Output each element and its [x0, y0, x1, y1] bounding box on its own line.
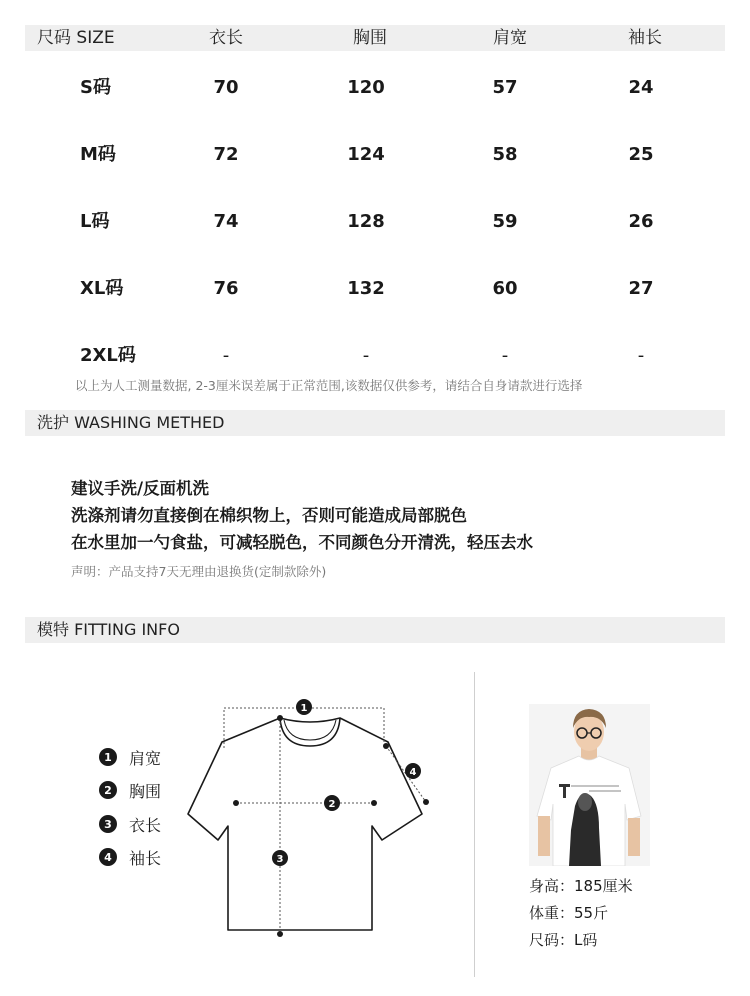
- tshirt-diagram: [180, 690, 440, 945]
- size-table-title: 尺码 SIZE: [37, 28, 115, 48]
- legend-item-sleeve: [99, 846, 161, 868]
- column-header-sleeve: 袖长: [628, 28, 662, 48]
- marker-4: [405, 763, 421, 779]
- number-badge: 1: [99, 748, 117, 766]
- section-divider: [474, 672, 475, 977]
- size-column-headers: [0, 25, 750, 51]
- model-photo: [529, 704, 650, 866]
- legend-label: 袖长: [129, 848, 162, 868]
- sleeve-value: 24: [628, 77, 654, 98]
- legend-item-chest: [99, 779, 161, 801]
- length-value: 70: [213, 77, 239, 98]
- sleeve-value: 25: [628, 144, 654, 165]
- model-size: 尺码：L码: [529, 931, 598, 949]
- length-value: 72: [213, 144, 239, 165]
- chest-value: -: [362, 345, 370, 366]
- size-label: M码: [80, 144, 116, 165]
- model-height: 身高：185厘米: [529, 877, 633, 895]
- shoulder-value: 59: [492, 211, 518, 232]
- shoulder-value: 58: [492, 144, 518, 165]
- length-value: -: [222, 345, 230, 366]
- length-value: 76: [213, 278, 239, 299]
- model-weight: 体重：55斤: [529, 904, 609, 922]
- length-value: 74: [213, 211, 239, 232]
- washing-title: 洗护 WASHING METHED: [37, 413, 225, 432]
- chest-value: 128: [347, 211, 385, 232]
- number-badge: 3: [99, 815, 117, 833]
- size-row-s: [0, 73, 750, 103]
- marker-2: [324, 795, 340, 811]
- wash-instruction: 建议手洗/反面机洗: [71, 479, 210, 498]
- column-header-chest: 胸围: [353, 28, 387, 48]
- size-row-m: [0, 140, 750, 170]
- fitting-title: 模特 FITTING INFO: [37, 620, 180, 639]
- sleeve-value: 26: [628, 211, 654, 232]
- wash-instruction: 洗涤剂请勿直接倒在棉织物上，否则可能造成局部脱色: [71, 506, 467, 525]
- svg-text:1: 1: [300, 703, 308, 714]
- size-row-2xl: [0, 341, 750, 371]
- wash-instruction: 在水里加一勺食盐，可减轻脱色，不同颜色分开清洗，轻压去水: [71, 533, 533, 552]
- chest-value: 124: [347, 144, 385, 165]
- washing-header: [25, 410, 725, 436]
- legend-label: 肩宽: [129, 748, 162, 768]
- size-label: L码: [80, 211, 110, 232]
- legend-item-length: [99, 813, 161, 835]
- size-label: S码: [80, 77, 111, 98]
- size-label: XL码: [80, 278, 124, 299]
- shoulder-value: 60: [492, 278, 518, 299]
- legend-label: 衣长: [129, 815, 162, 835]
- number-badge: 4: [99, 848, 117, 866]
- column-header-length: 衣长: [209, 28, 243, 48]
- svg-text:3: 3: [276, 854, 284, 865]
- sleeve-value: -: [637, 345, 645, 366]
- size-label: 2XL码: [80, 345, 136, 366]
- marker-3: [272, 850, 288, 866]
- chest-value: 132: [347, 278, 385, 299]
- measurement-note: 以上为人工测量数据, 2-3厘米误差属于正常范围,该数据仅供参考，请结合自身请款进行选择: [75, 378, 583, 393]
- shoulder-value: -: [501, 345, 509, 366]
- legend-item-shoulder: [99, 746, 161, 768]
- number-badge: 2: [99, 781, 117, 799]
- svg-text:2: 2: [328, 799, 336, 810]
- size-row-xl: [0, 274, 750, 304]
- chest-value: 120: [347, 77, 385, 98]
- return-policy-note: 声明：产品支持7天无理由退换货(定制款除外): [71, 564, 327, 579]
- marker-1: [296, 699, 312, 715]
- column-header-shoulder: 肩宽: [493, 28, 527, 48]
- svg-text:4: 4: [409, 767, 417, 778]
- fitting-header: [25, 617, 725, 643]
- sleeve-value: 27: [628, 278, 654, 299]
- legend-label: 胸围: [129, 781, 162, 801]
- size-row-l: [0, 207, 750, 237]
- shoulder-value: 57: [492, 77, 518, 98]
- tshirt-outline: [188, 718, 422, 930]
